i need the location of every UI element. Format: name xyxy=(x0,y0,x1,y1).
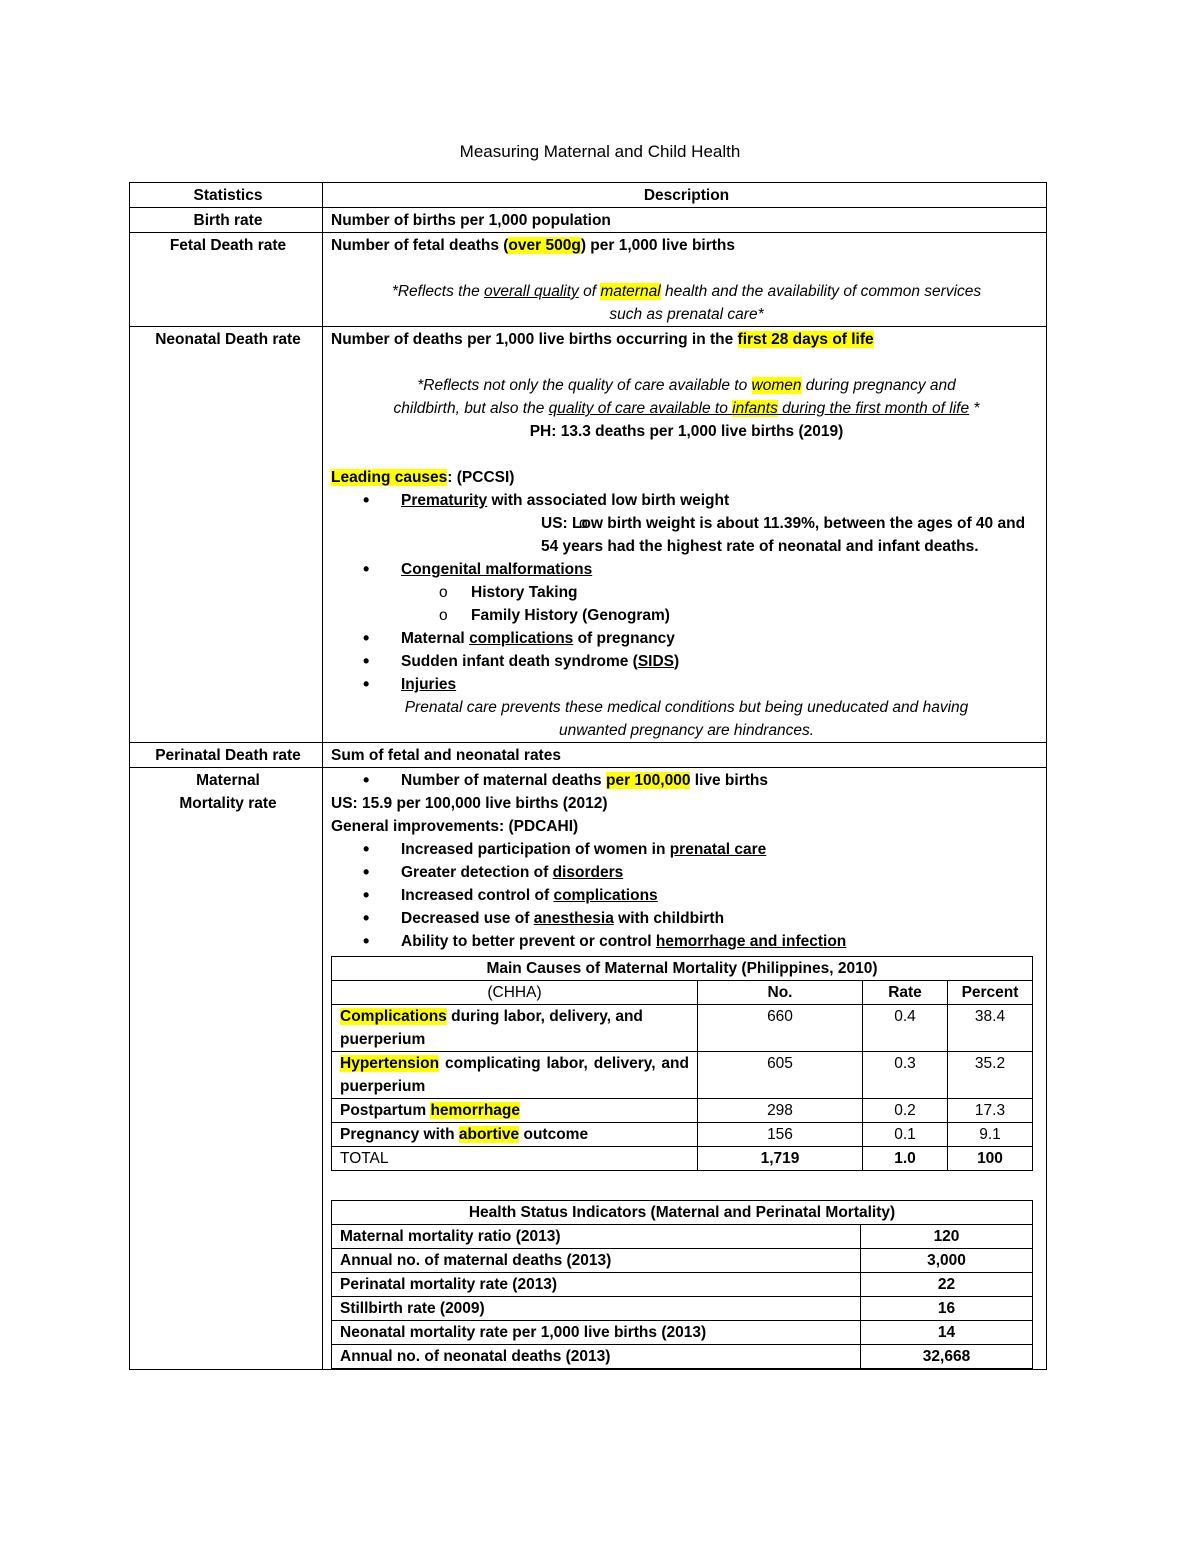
table-row: Annual no. of maternal deaths (2013) 3,000 xyxy=(332,1249,1033,1273)
list-item: • Congenital malformations o History Taking o Family History (Genogram) xyxy=(331,558,1042,627)
table-row xyxy=(130,327,1047,743)
improvements-list xyxy=(331,838,1042,953)
table-row xyxy=(130,233,1047,327)
table-row: Hypertension complicating labor, delivery, and puerperium 605 0.3 35.2 xyxy=(332,1052,1033,1099)
health-indicators-table xyxy=(331,1200,1033,1369)
header-description: Description xyxy=(323,183,1047,208)
maternal-causes-table xyxy=(331,956,1033,1171)
stat-description: Number of births per 1,000 population xyxy=(323,208,1047,233)
indicators-table-title: Health Status Indicators (Maternal and Perinatal Mortality) xyxy=(332,1201,1033,1225)
table-row xyxy=(130,768,1047,1370)
table-row: Perinatal mortality rate (2013) 22 xyxy=(332,1273,1033,1297)
stat-label: Birth rate xyxy=(130,208,323,233)
table-row xyxy=(130,208,1047,233)
table-row: Maternal mortality ratio (2013) 120 xyxy=(332,1225,1033,1249)
header-statistics: Statistics xyxy=(130,183,323,208)
stat-description: Number of deaths per 1,000 live births occurring in the first 28 days of life *Reflects not only the quality of care available to women during pregnancy and childbirth, but also the quality of care available to infants during the first month of life * PH: 13.3 deaths per 1,000 live births (2019) Leading causes: (PCCSI) • Prematurity with associated low birth weight o US: Low birth weight is about 11.39%, between the ages of 40 and 54 years had the highest rate of neonatal and infant deaths. • Congenital malformations o History Taking o Family History (Genogram) • Maternal complications of pregnancy • Sudden infant death syndrome (SIDS) • Injuries Prenatal care prevents these medical conditions but being uneducated and having unwanted pregnancy are hindrances. xyxy=(323,327,1047,743)
table-row xyxy=(130,743,1047,768)
stat-description: Number of fetal deaths (over 500g) per 1,000 live births *Reflects the overall quality of maternal health and the availability of common services such as prenatal care* xyxy=(323,233,1047,327)
list-item: • Greater detection of disorders xyxy=(331,861,1042,884)
table-header-row xyxy=(130,183,1047,208)
sub-list-item: o US: Low birth weight is about 11.39%, between the ages of 40 and 54 years had the highest rate of neonatal and infant deaths. xyxy=(471,512,1042,558)
table-row: Stillbirth rate (2009) 16 xyxy=(332,1297,1033,1321)
column-header: No. xyxy=(698,981,863,1005)
column-header: Rate xyxy=(863,981,948,1005)
sub-list-item: o History Taking xyxy=(331,581,1042,604)
stat-label: Neonatal Death rate xyxy=(130,327,323,743)
page-title: Measuring Maternal and Child Health xyxy=(459,142,741,161)
list-item: • Ability to better prevent or control hemorrhage and infection xyxy=(331,930,1042,953)
causes-table-title: Main Causes of Maternal Mortality (Philippines, 2010) xyxy=(332,957,1033,981)
column-header: Percent xyxy=(948,981,1033,1005)
column-header: (CHHA) xyxy=(332,981,698,1005)
stat-description: Sum of fetal and neonatal rates xyxy=(323,743,1047,768)
leading-causes-list xyxy=(331,489,1042,696)
list-item: • Sudden infant death syndrome (SIDS) xyxy=(331,650,1042,673)
list-item: • Decreased use of anesthesia with childbirth xyxy=(331,907,1042,930)
stat-label: Perinatal Death rate xyxy=(130,743,323,768)
list-item: • Injuries xyxy=(331,673,1042,696)
list-item: • Number of maternal deaths per 100,000 live births xyxy=(331,769,1042,792)
total-row: TOTAL 1,719 1.0 100 xyxy=(332,1147,1033,1171)
stat-label: Fetal Death rate xyxy=(130,233,323,327)
table-row: Annual no. of neonatal deaths (2013) 32,668 xyxy=(332,1345,1033,1369)
table-row: Postpartum hemorrhage 298 0.2 17.3 xyxy=(332,1099,1033,1123)
sub-list-item: o Family History (Genogram) xyxy=(331,604,1042,627)
list-item: • Increased control of complications xyxy=(331,884,1042,907)
list-item: • Increased participation of women in prenatal care xyxy=(331,838,1042,861)
list-item: • Prematurity with associated low birth weight o US: Low birth weight is about 11.39%, between the ages of 40 and 54 years had the highest rate of neonatal and infant deaths. xyxy=(331,489,1042,558)
stat-label: Maternal Mortality rate xyxy=(130,768,323,1370)
table-row: Complications during labor, delivery, and puerperium 660 0.4 38.4 xyxy=(332,1005,1033,1052)
statistics-table xyxy=(129,182,1047,1370)
table-row: Pregnancy with abortive outcome 156 0.1 9.1 xyxy=(332,1123,1033,1147)
list-item: • Maternal complications of pregnancy xyxy=(331,627,1042,650)
stat-description: • Number of maternal deaths per 100,000 live births US: 15.9 per 100,000 live births (2012) General improvements: (PDCAHI) • Increased participation of women in prenatal care • Greater detection of disorders • Increased control of complications • Decreased use of anesthesia with childbirth • Ability to better prevent or control hemorrhage and infection Main Causes of Maternal Mortality (Philippines, 2010) (CHHA) No. Rate Percent Complications during labor, delivery, and puerperium 660 0.4 38.4 Hypertension complicating labor, delivery, and puerperium 605 0.3 35.2 Postpartum hemorrhage 298 0.2 17.3 Pregnancy with abortive outcome 156 0.1 9.1 TOTAL 1,719 1.0 100 Health Status Indicators (Maternal and Perinatal Mortality) Maternal mortality ratio (2013) 120 Annual no. of maternal deaths (2013) 3,000 Perinatal mortality rate (2013) 22 Stillbirth rate (2009) 16 Neonatal mortality rate per 1,000 live births (2013) 14 Annual no. of neonatal deaths (2013) 32,668 xyxy=(323,768,1047,1370)
table-row: Neonatal mortality rate per 1,000 live births (2013) 14 xyxy=(332,1321,1033,1345)
